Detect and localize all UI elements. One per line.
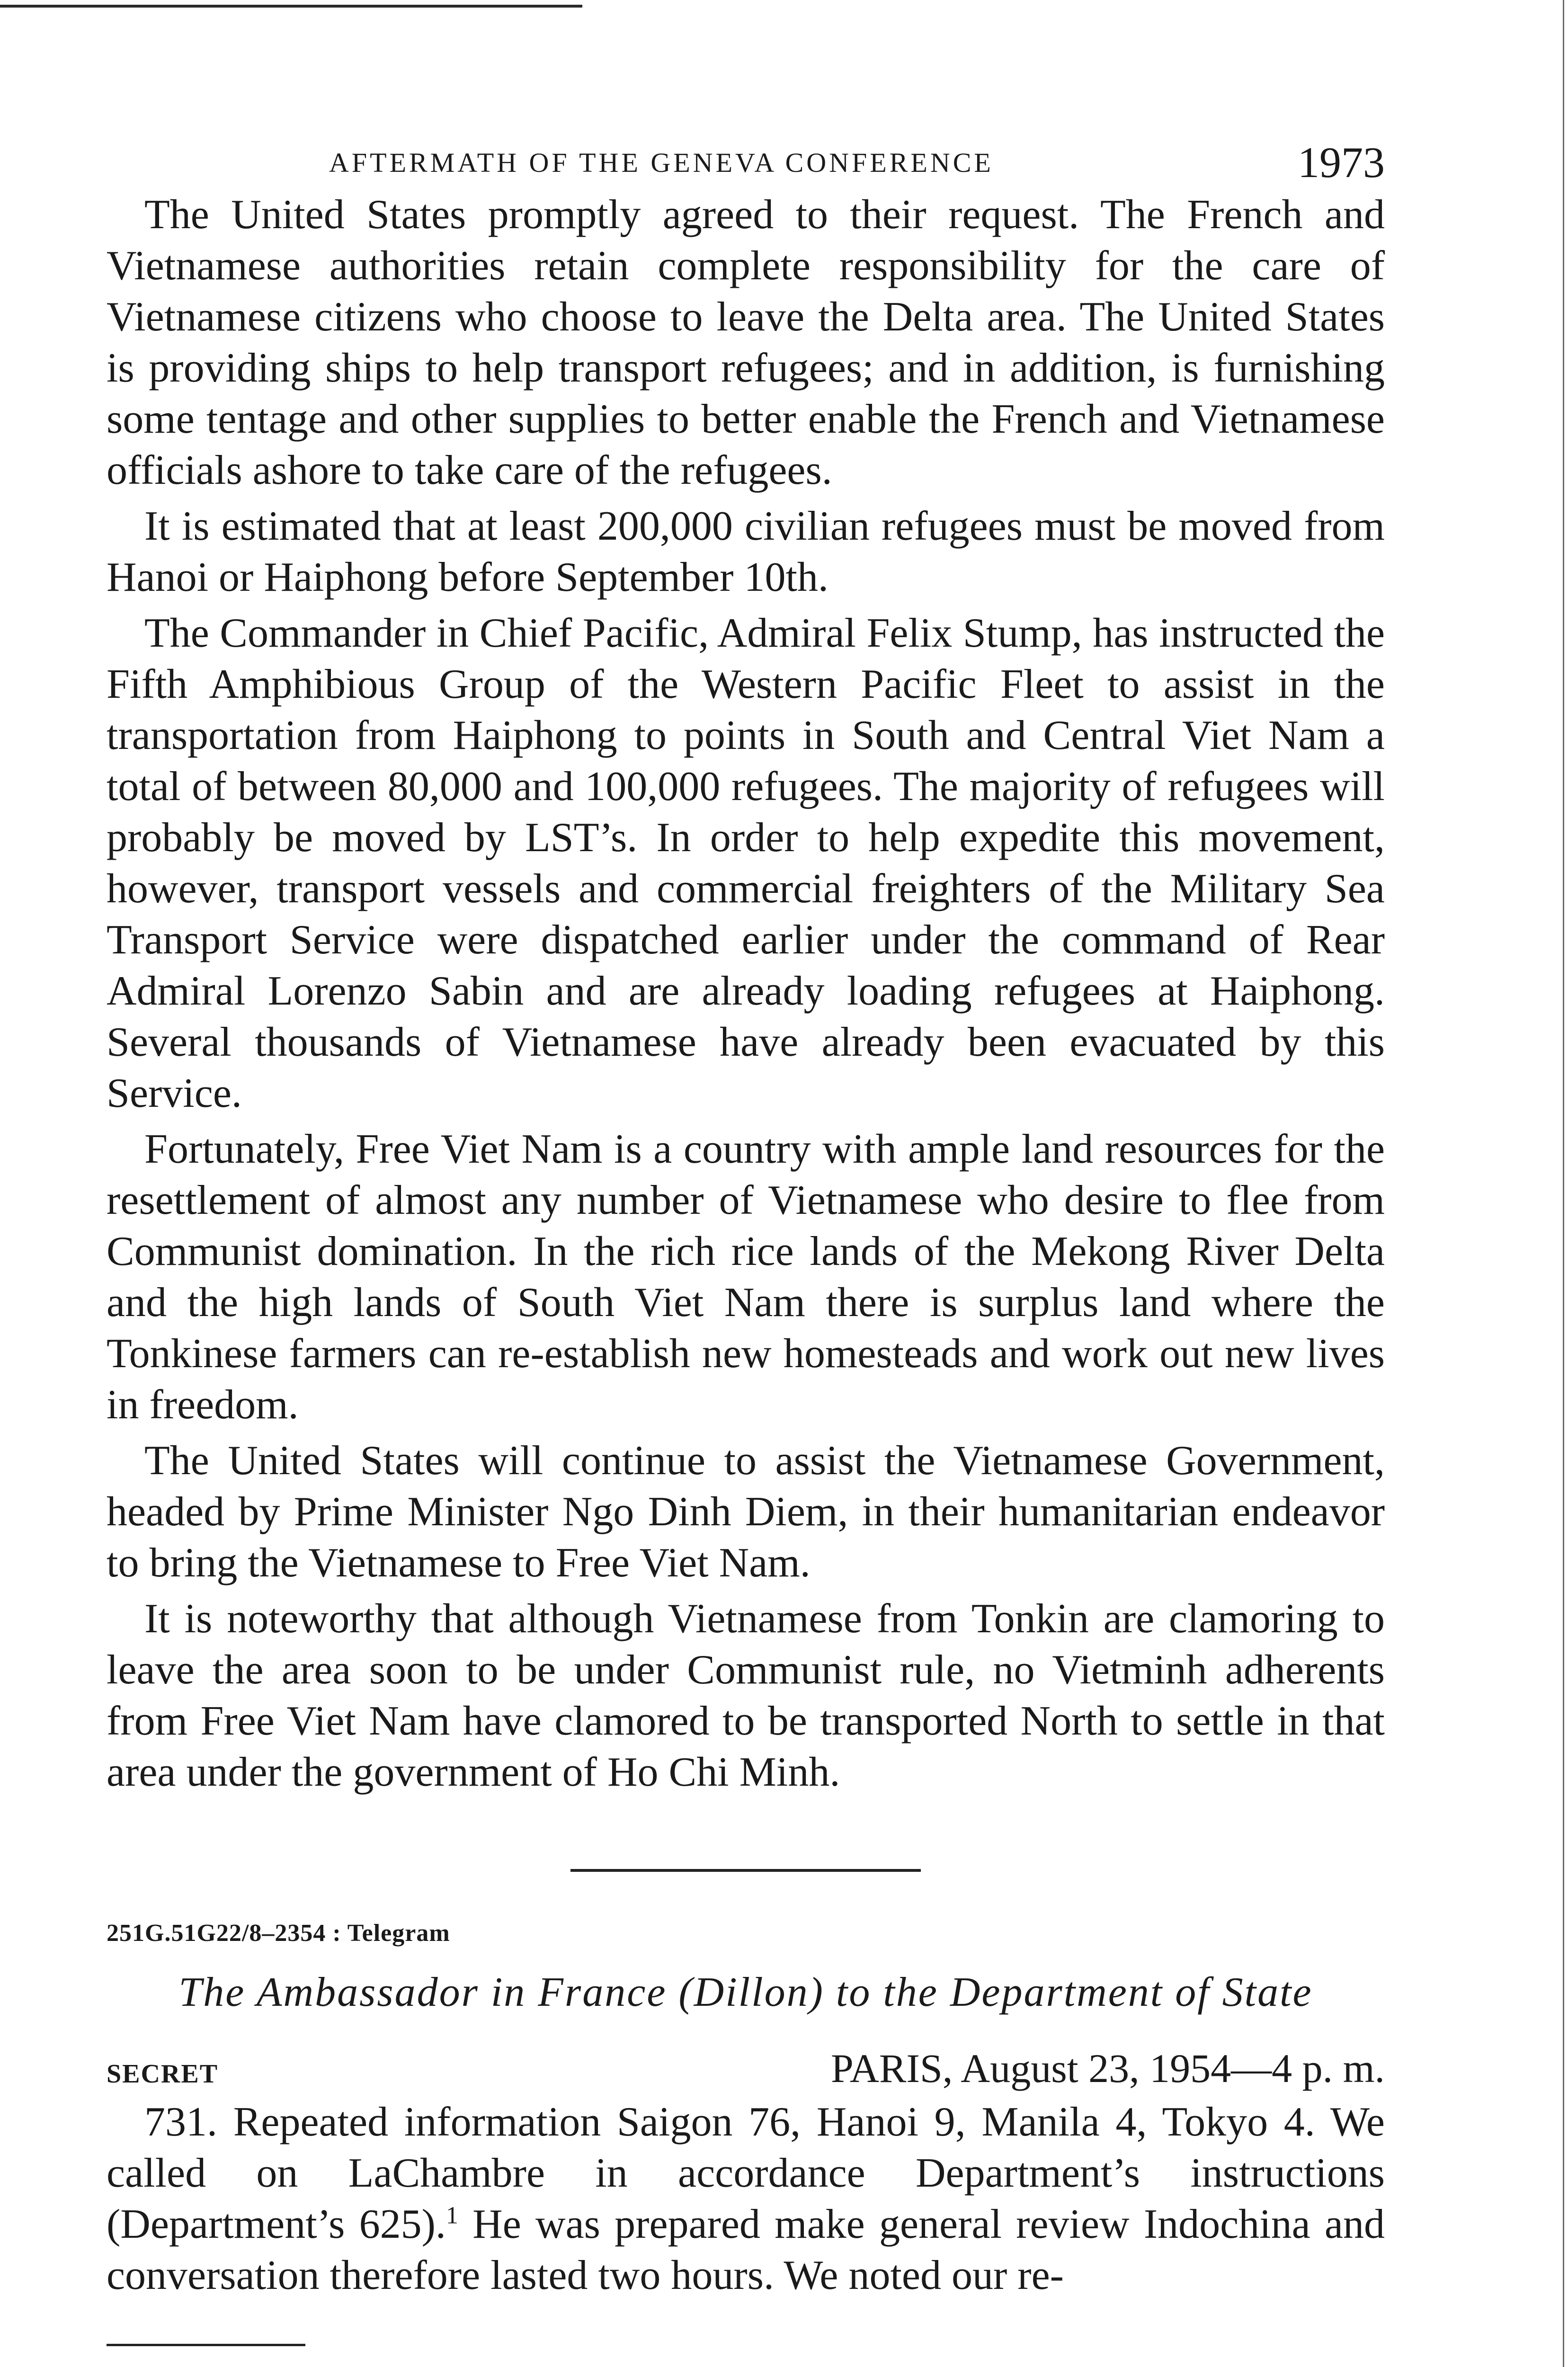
statement-text	[107, 189, 1385, 1798]
telegram-paragraph	[107, 2097, 1385, 2301]
telegram-body-end: He was prepared make general review Indochina and conversation therefore lasted two hours. We noted our re-	[107, 2201, 1385, 2298]
paragraph-4: Fortunately, Free Viet Nam is a country with ample land resources for the resettlement of almost any number of Vietnamese who desire to flee from Communist domination. In the rich rice lands of the Mekong River Delta and the high lands of South Viet Nam there is surplus land where the Tonkinese farmers can re-establish new homesteads and work out new lives in freedom.	[107, 1126, 1385, 1428]
paragraph-6: It is noteworthy that although Vietnamese from Tonkin are clamoring to leave the area soon to be under Communist rule, no Vietminh adherents from Free Viet Nam have clamored to be transported North to settle in that area under the government of Ho Chi Minh.	[107, 1596, 1385, 1795]
classification-label: SECRET	[107, 2059, 219, 2089]
paragraph-2: It is estimated that at least 200,000 civilian refugees must be moved from Hanoi or Haiphong before September 10th.	[107, 503, 1385, 600]
place-date: PARIS, August 23, 1954—4 p. m.	[831, 2046, 1385, 2091]
document-page	[107, 128, 1385, 2367]
top-edge-rule	[0, 5, 582, 8]
running-head-title: AFTERMATH OF THE GENEVA CONFERENCE	[329, 147, 994, 178]
file-reference: 251G.51G22/8–2354 : Telegram	[107, 1920, 450, 1947]
page-edge-shadow	[1563, 0, 1564, 2367]
document-title: The Ambassador in France (Dillon) to the Department of State	[178, 1969, 1313, 2015]
section-divider	[570, 1869, 921, 1872]
footnote-reference: 1	[445, 2202, 458, 2229]
telegram-body-start: 731. Repeated information Saigon 76, Hanoi 9, Manila 4, Tokyo 4. We called on LaChambre in accordance Department’s instructions (Department’s 625).	[107, 2099, 1385, 2247]
footnote-rule	[107, 2344, 305, 2346]
telegram-text	[107, 2097, 1385, 2301]
paragraph-3: The Commander in Chief Pacific, Admiral Felix Stump, has instructed the Fifth Amphibious Group of the Western Pacific Fleet to assist in the transportation from Haiphong to points in South and Central Viet Nam a total of between 80,000 and 100,000 refugees. The majority of refugees will probably be moved by LST’s. In order to help expedite this movement, however, transport vessels and commercial freighters of the Military Sea Transport Service were dispatched earlier under the command of Rear Admiral Lorenzo Sabin and are already loading refugees at Haiphong. Several thousands of Vietnamese have already been evacuated by this Service.	[107, 610, 1385, 1116]
paragraph-5: The United States will continue to assist the Vietnamese Government, headed by Prime Minister Ngo Dinh Diem, in their humanitarian endeavor to bring the Vietnamese to Free Viet Nam.	[107, 1438, 1385, 1586]
dateline	[107, 2045, 1385, 2097]
paragraph-1: The United States promptly agreed to their request. The French and Vietnamese authorities retain complete responsibility for the care of Vietnamese citizens who choose to leave the Delta area. The United States is providing ships to help transport refugees; and in addition, is furnishing some tentage and other supplies to better enable the French and Vietnamese officials ashore to take care of the refugees.	[107, 192, 1385, 493]
running-head	[107, 128, 1385, 189]
page-number: 1973	[1298, 138, 1385, 187]
